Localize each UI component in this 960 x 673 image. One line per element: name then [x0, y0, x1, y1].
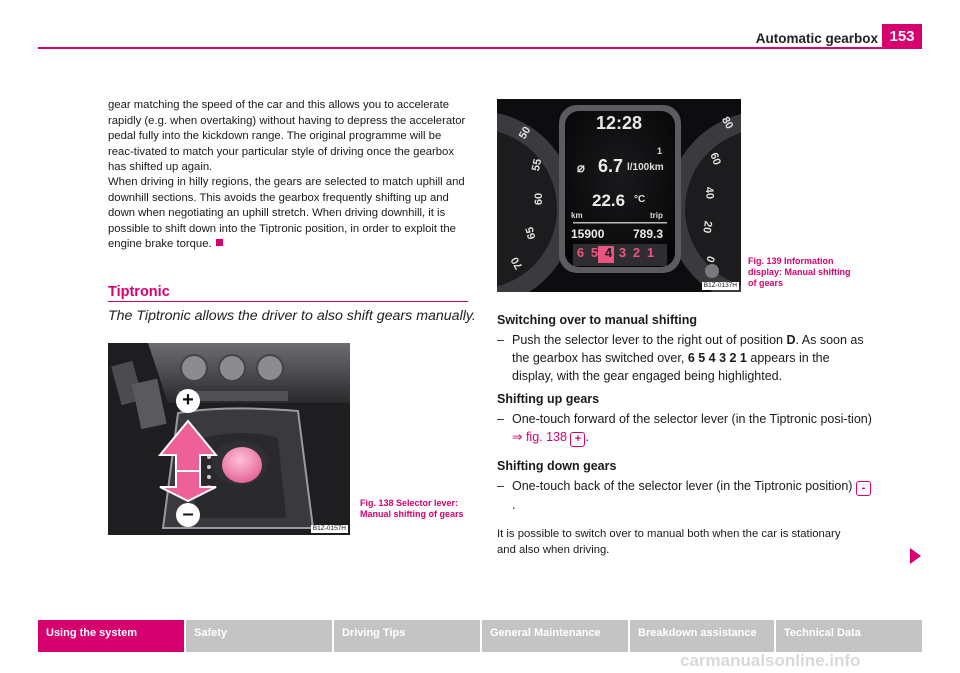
display-gear-indicator: 1 [657, 146, 663, 156]
footer-tab-general-maintenance[interactable]: General Maintenance [480, 620, 628, 652]
speed-tick-label: 50 [516, 124, 534, 142]
speed-scale-left [505, 124, 555, 277]
list-dash: – [497, 412, 504, 426]
display-temperature: 22.6 [592, 191, 626, 210]
footer-navigation [38, 620, 922, 652]
figure-information-display [497, 99, 741, 292]
figure-code: B1Z-0157H [312, 525, 346, 532]
list-dash: – [497, 333, 504, 347]
plus-marker-icon: + [570, 432, 585, 447]
display-gear: 1 [646, 245, 656, 260]
plus-icon: + [182, 389, 194, 411]
display-odometer: 15900 [571, 227, 605, 241]
heading-shifting-down: Shifting down gears [497, 459, 617, 473]
speed-tick-label: 60 [707, 151, 723, 167]
chapter-title: Automatic gearbox [755, 31, 878, 46]
speed-tick-label: 70 [508, 254, 526, 272]
step-text: Push the selector lever to the right out of position [512, 333, 787, 347]
gear-sequence: 6 5 4 3 2 1 [687, 351, 747, 365]
display-temperature-unit: °C [634, 194, 646, 205]
display-clock: 12:28 [596, 113, 643, 133]
display-trip: 789.3 [633, 227, 664, 241]
list-dash: – [497, 479, 504, 493]
display-trip-label: trip [650, 211, 663, 220]
page-number: 153 [882, 24, 922, 49]
figure-138-caption: Fig. 138 Selector lever: Manual shifting of gears [360, 498, 464, 519]
step-manual-shifting [497, 331, 874, 385]
step-text: One-touch forward of the selector lever (in the Tiptronic posi-tion) [512, 412, 872, 426]
display-gear: 5 [590, 245, 600, 260]
section-subtitle: The Tiptronic allows the driver to also shift gears manually. [108, 308, 476, 324]
display-gear: 2 [632, 245, 642, 260]
display-gear-row [574, 245, 658, 260]
speed-tick-label: 60 [533, 192, 546, 206]
paragraph-kickdown: gear matching the speed of the car and this allows you to accelerate rapidly (e.g. when overtaking) without having to depress the accelerator pedal fully into the kickdown range. The original programme will be reac-tivated to match your particular style of driving once the gearbox has shifted up again. [108, 99, 466, 174]
display-km-label: km [571, 211, 583, 220]
step-text: . As soon as the gearbox has switched over, [512, 333, 864, 365]
consumption-icon: ⌀ [577, 160, 585, 175]
footer-tab-driving-tips[interactable]: Driving Tips [332, 620, 480, 652]
display-gear: 3 [618, 245, 628, 260]
speed-tick-label: 65 [523, 225, 539, 241]
display-consumption-unit: l/100km [627, 162, 664, 173]
figure-139-caption: Fig. 139 Information display: Manual shifting of gears [748, 256, 851, 288]
paragraph-hilly [108, 175, 470, 253]
speed-tick-label: 20 [700, 220, 714, 234]
speed-tick-label: 80 [718, 114, 736, 132]
next-page-arrow-icon[interactable] [910, 548, 921, 564]
note-manual-switch: It is possible to switch over to manual both when the car is stationary and also when driving. [497, 528, 841, 556]
footer-tab-safety[interactable]: Safety [184, 620, 332, 652]
position-d: D [786, 333, 796, 347]
heading-shifting-up: Shifting up gears [497, 392, 600, 406]
footer-tab-using-the-system[interactable]: Using the system [38, 620, 184, 652]
speed-tick-label: 0 [703, 254, 717, 264]
selector-lever-illustration [108, 343, 350, 535]
display-gear: 6 [576, 245, 586, 260]
paragraph-hilly-text: When driving in hilly regions, the gears are selected to match uphill and downhill sections. This avoids the gearbox frequently shifting up and down when negotiating an uphill stretch. When driving downhill, it is possible to shift down into the Tiptronic position, in order to exploit the engine brake torque. [108, 176, 465, 251]
step-shifting-down: – One-touch back of the selector lever (in the Tiptronic position) -. [497, 477, 874, 514]
section-rule [108, 301, 468, 302]
speed-tick-label: 55 [529, 157, 545, 173]
step-shifting-up: – One-touch forward of the selector lever (in the Tiptronic posi-tion) ⇒ fig. 138 + . [497, 412, 872, 445]
speed-scale-right [687, 114, 741, 277]
figure-selector-lever [108, 343, 350, 535]
figure-138-link[interactable]: ⇒ fig. 138 [512, 430, 567, 444]
section-title: Tiptronic [108, 284, 170, 300]
step-text: One-touch back of the selector lever (in the Tiptronic position) [512, 479, 856, 493]
watermark: carmanualsonline.info [680, 651, 861, 670]
header-rule [38, 47, 920, 49]
display-consumption: 6.7 [598, 156, 624, 176]
display-gear: 4 [604, 245, 614, 260]
footer-tab-technical-data[interactable]: Technical Data [774, 620, 922, 652]
heading-manual-shifting: Switching over to manual shifting [497, 313, 698, 327]
figure-code: B1Z-0137H [703, 282, 737, 289]
step-text: appears in the display, with the gear engaged being highlighted. [512, 351, 830, 383]
minus-icon: – [182, 503, 194, 525]
footer-tab-breakdown-assistance[interactable]: Breakdown assistance [628, 620, 774, 652]
speed-tick-label: 40 [702, 186, 716, 200]
end-of-section-icon [216, 239, 223, 246]
minus-marker-icon: - [856, 481, 871, 496]
